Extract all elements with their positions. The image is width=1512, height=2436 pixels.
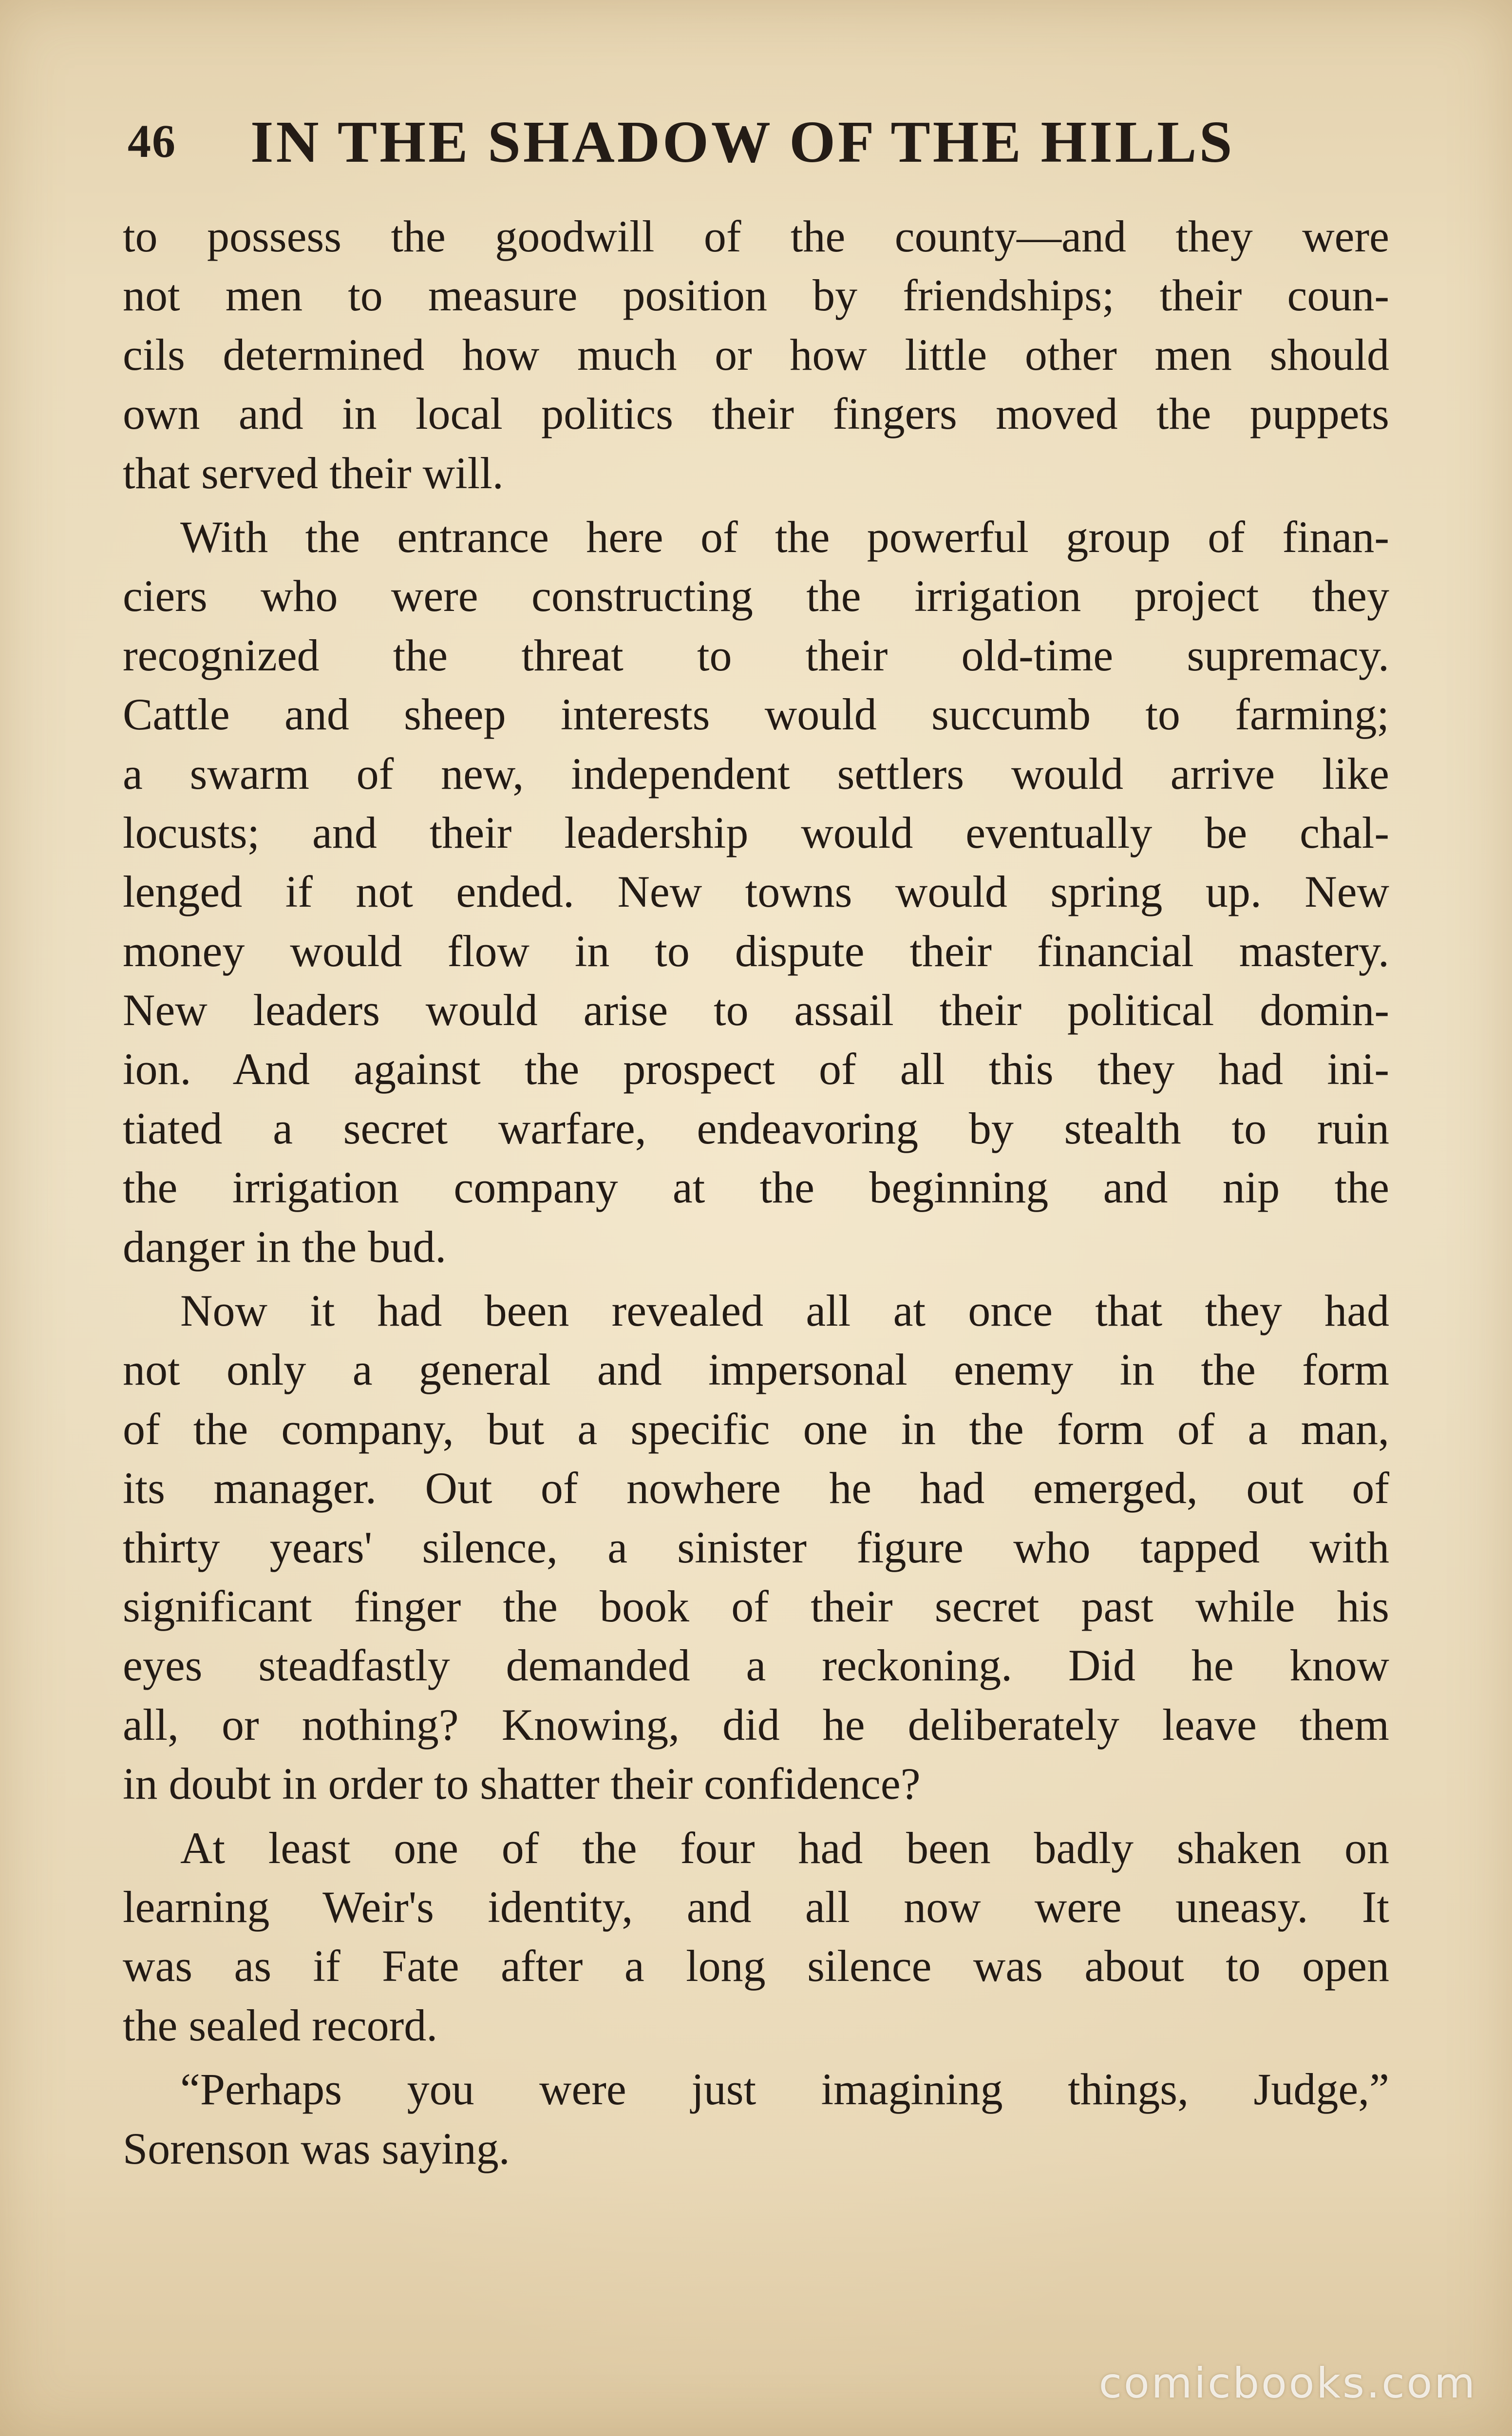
text-line: in doubt in order to shatter their confidence? [123, 1759, 921, 1809]
text-line: not men to measure position by friendships; their coun- [123, 270, 1389, 321]
paragraph [123, 1281, 1389, 1814]
text-line: the sealed record. [123, 2000, 438, 2050]
text-line: significant finger the book of their secret past while his [123, 1581, 1389, 1631]
text-line: all, or nothing? Knowing, did he deliberately leave them [123, 1699, 1389, 1750]
text-line: Now it had been revealed all at once that they had [180, 1286, 1389, 1336]
text-line: recognized the threat to their old-time supremacy. [123, 630, 1389, 680]
running-head: IN THE SHADOW OF THE HILLS [250, 109, 1235, 175]
text-line: cils determined how much or how little other men should [123, 329, 1389, 380]
page-number: 46 [128, 115, 176, 167]
text-line: lenged if not ended. New towns would spring up. New [123, 867, 1389, 917]
text-line: Sorenson was saying. [123, 2123, 510, 2173]
page-header [128, 108, 1365, 175]
text-line: ion. And against the prospect of all this they had ini- [123, 1044, 1389, 1094]
text-line: ciers who were constructing the irrigation project they [123, 571, 1389, 621]
text-line: Cattle and sheep interests would succumb to farming; [123, 689, 1389, 740]
text-line: tiated a secret warfare, endeavoring by stealth to ruin [123, 1103, 1389, 1153]
text-line: was as if Fate after a long silence was about to open [123, 1941, 1389, 1991]
paragraph [123, 1819, 1389, 2055]
text-line: With the entrance here of the powerful group of finan- [180, 512, 1389, 562]
text-line: eyes steadfastly demanded a reckoning. Did he know [123, 1640, 1389, 1691]
watermark-text: comicbooks.com [1098, 2359, 1477, 2408]
text-line: a swarm of new, independent settlers would arrive like [123, 748, 1389, 799]
paragraph [123, 508, 1389, 1276]
text-line: of the company, but a specific one in the form of a man, [123, 1404, 1389, 1454]
text-line: New leaders would arise to assail their political domin- [123, 985, 1389, 1035]
text-line: thirty years' silence, a sinister figure who tapped with [123, 1522, 1389, 1572]
paragraph [123, 2060, 1389, 2178]
text-line: money would flow in to dispute their financial mastery. [123, 926, 1389, 976]
paragraph [123, 207, 1389, 503]
text-line: to possess the goodwill of the county—and they were [123, 211, 1389, 261]
text-line: its manager. Out of nowhere he had emerged, out of [123, 1463, 1389, 1513]
text-line: locusts; and their leadership would eventually be chal- [123, 807, 1389, 857]
text-line: “Perhaps you were just imagining things, Judge,” [180, 2064, 1389, 2114]
body-text [123, 207, 1389, 2178]
text-line: At least one of the four had been badly shaken on [180, 1823, 1389, 1873]
text-line: own and in local politics their fingers moved the puppets [123, 389, 1389, 439]
text-line: the irrigation company at the beginning and nip the [123, 1162, 1389, 1213]
text-line: danger in the bud. [123, 1221, 447, 1272]
text-line: not only a general and impersonal enemy in the form [123, 1345, 1389, 1395]
text-line: that served their will. [123, 448, 504, 498]
text-line: learning Weir's identity, and all now were uneasy. It [123, 1882, 1389, 1932]
